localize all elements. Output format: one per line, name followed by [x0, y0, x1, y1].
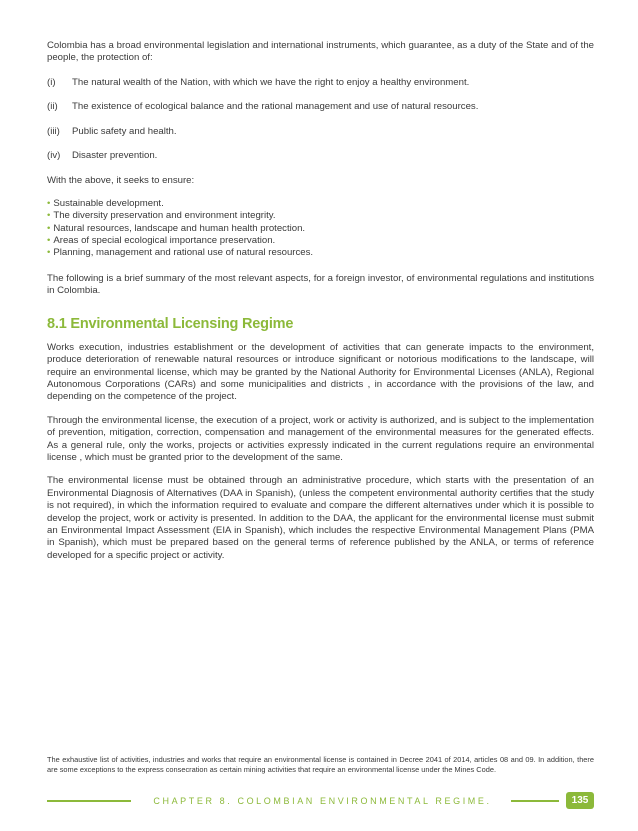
list-item: • Areas of special ecological importance preservation.: [47, 235, 276, 247]
item-number: (iii): [47, 125, 60, 137]
protection-item: [47, 150, 594, 162]
footer-rule-left: [47, 800, 131, 802]
protection-item: [47, 126, 594, 138]
section-paragraph: Through the environmental license, the execution of a project, work or activity is authorized, and is subject to the implementation of prevention, mitigation, correction, compensation and management of the environmental measures for the generated effects. As a general rule, only the works, projects or activities expressly indicated in the current regulations require an environmental license , which must be granted prior to the development of the same.: [47, 414, 594, 463]
protection-item: [47, 77, 594, 89]
footnote: The exhaustive list of activities, industries and works that require an environmental license is contained in Decree 2041 of 2014, articles 08 and 09. In addition, there are some exceptions to the express consecration as certain mining activities that require an environmental license under the Mines Code.: [47, 755, 594, 775]
page-number: 135: [566, 792, 594, 809]
item-number: (iv): [47, 150, 61, 162]
section-paragraph: Works execution, industries establishment or the development of activities that can generate impacts to the environment, produce deterioration of renewable natural resources or introduce significant or notorious modifications to the landscape, will require an environmental license, which may be granted by the National Authority for Environmental Licenses (ANLA), Regional Autonomous Corporations (CARs) and some municipalities and districts , in accordance with the provisions of the law, and depending on the competence of the project.: [47, 341, 594, 403]
chapter-title: CHAPTER 8. COLOMBIAN ENVIRONMENTAL REGIME.: [153, 796, 492, 806]
footer-rule-right: [511, 800, 559, 802]
bullet-icon: •: [47, 210, 51, 222]
list-item: • Natural resources, landscape and human health protection.: [47, 222, 306, 234]
intro-paragraph: Colombia has a broad environmental legislation and international instruments, which guarantee, as a duty of the State and of the people, the protection of:: [47, 40, 594, 64]
bullet-icon: •: [47, 222, 51, 234]
bullet-icon: •: [47, 247, 51, 259]
item-text: The existence of ecological balance and the rational management and use of natural resources.: [72, 101, 479, 113]
page-footer: [0, 791, 638, 821]
bullet-icon: •: [47, 197, 51, 209]
item-text: Disaster prevention.: [72, 150, 158, 162]
page-body: [47, 40, 594, 562]
protection-item: [47, 101, 594, 113]
item-text: Public safety and health.: [72, 125, 177, 137]
item-number: (ii): [47, 101, 58, 113]
ensure-intro: With the above, it seeks to ensure:: [47, 175, 195, 187]
item-number: (i): [47, 76, 56, 88]
list-item: • The diversity preservation and environment integrity.: [47, 210, 276, 222]
summary-paragraph: The following is a brief summary of the most relevant aspects, for a foreign investor, of environmental regulations and institutions in Colombia.: [47, 272, 594, 297]
ensure-list: [47, 198, 594, 260]
list-item: • Planning, management and rational use of natural resources.: [47, 247, 314, 259]
item-text: The natural wealth of the Nation, with which we have the right to enjoy a healthy environment.: [72, 76, 470, 88]
bullet-icon: •: [47, 235, 51, 247]
list-item: • Sustainable development.: [47, 197, 164, 209]
section-paragraph: The environmental license must be obtained through an administrative procedure, which starts with the presentation of an Environmental Diagnosis of Alternatives (DAA in Spanish), (unless the competent environmental authority certifies that the study is not required), in which the information required to evaluate and compare the different alternatives under which it is possible to develop the project, work or activity is presented. In addition to the DAA, the applicant for the environmental license must submit an Environmental Impact Assessment (EIA in Spanish), which includes the respective Environmental Management Plans (PMA in Spanish), which must be prepared based on the general terms of reference published by the ANLA, or terms of reference developed for a specific project or activity.: [47, 475, 594, 561]
section-title: 8.1 Environmental Licensing Regime: [47, 315, 294, 332]
